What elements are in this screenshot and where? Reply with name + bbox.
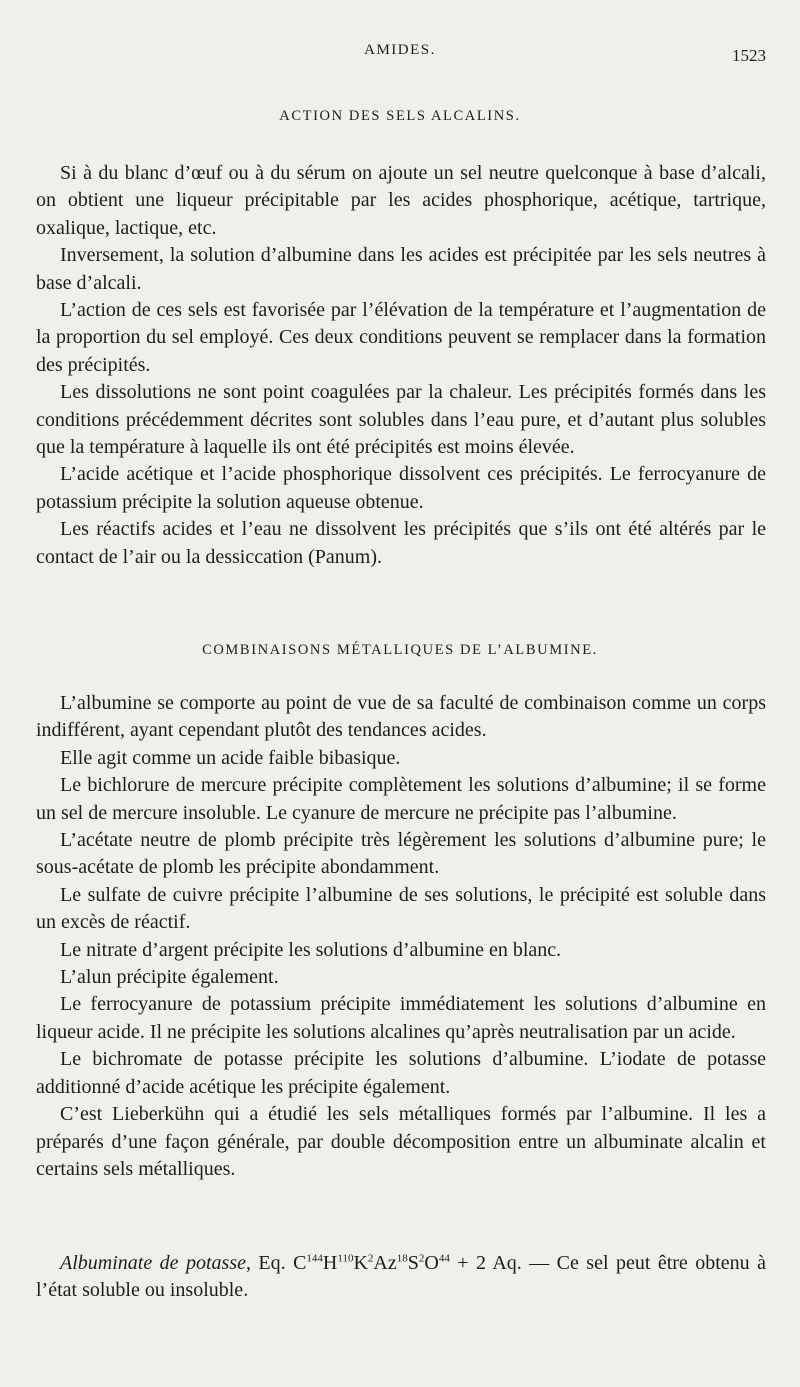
- page-number: 1523: [732, 46, 766, 65]
- albuminate-paragraph: [36, 1250, 766, 1305]
- paragraph: Inversement, la solution d’albumine dans les acides est précipitée par les sels neutres à base d’alcali.: [36, 244, 766, 294]
- paragraph: L’acide acétique et l’acide phosphorique dissolvent ces précipités. Le ferrocyanure de potassium précipite la solution aqueuse obtenue.: [36, 463, 766, 513]
- section-title-combinaisons-metalliques: COMBINAISONS MÉTALLIQUES DE L’ALBUMINE.: [202, 642, 598, 658]
- paragraph: Le bichromate de potasse précipite les solutions d’albumine. L’iodate de potasse additionné d’acide acétique les précipite également.: [36, 1048, 766, 1098]
- albuminate-paragraph-block: [36, 1250, 766, 1305]
- paragraph: Les dissolutions ne sont point coagulées par la chaleur. Les précipités formés dans les conditions précédemment décrites sont solubles dans l’eau pure, et d’autant plus solubles que la température à laquelle ils ont été précipités est moins élevée.: [36, 381, 766, 459]
- paragraph: Le bichlorure de mercure précipite complètement les solutions d’albumine; il se forme un sel de mercure insoluble. Le cyanure de mercure ne précipite pas l’albumine.: [36, 774, 766, 824]
- formula-suffix: + 2 Aq. — Ce sel peut être obtenu à l’état soluble ou insoluble.: [36, 1252, 766, 1302]
- paragraph: L’action de ces sels est favorisée par l’élévation de la température et l’augmentation de la proportion du sel employé. Ces deux conditions peuvent se remplacer dans la formation des précipités.: [36, 299, 766, 376]
- running-head: [0, 38, 800, 68]
- section-body-combinaisons-metalliques: [36, 690, 766, 1183]
- paragraph: L’albumine se comporte au point de vue de sa faculté de combinaison comme un corps indifférent, ayant cependant plutôt des tendances acides.: [36, 692, 766, 742]
- paragraph: L’alun précipite également.: [60, 966, 279, 989]
- paragraph: L’acétate neutre de plomb précipite très légèrement les solutions d’albumine pure; le sous-acétate de plomb les précipite abondamment.: [36, 829, 766, 879]
- italic-lead: Albuminate de potasse: [60, 1252, 246, 1274]
- equation-prefix: , Eq.: [245, 1252, 294, 1274]
- paragraph: C’est Lieberkühn qui a étudié les sels métalliques formés par l’albumine. Il les a préparés d’une façon générale, par double décomposition entre un albuminate alcalin et certains sels métalliques.: [36, 1103, 766, 1180]
- paragraph: Le nitrate d’argent précipite les solutions d’albumine en blanc.: [60, 938, 562, 961]
- paragraph: Elle agit comme un acide faible bibasique.: [60, 746, 401, 769]
- section-body-sels-alcalins: [36, 160, 766, 571]
- section-title-sels-alcalins: ACTION DES SELS ALCALINS.: [279, 108, 521, 124]
- paragraph: Si à du blanc d’œuf ou à du sérum on ajoute un sel neutre quelconque à base d’alcali, on obtient une liqueur précipitable par les acides phosphorique, acétique, tartrique, oxalique, lactique, etc.: [36, 162, 766, 239]
- paragraph: Les réactifs acides et l’eau ne dissolvent les précipités que s’ils ont été altérés par le contact de l’air ou la dessiccation (Panum).: [36, 518, 766, 568]
- running-head-title: AMIDES.: [364, 42, 436, 58]
- chemical-formula: $C^{144}H^{110}K^2Az^{18}S^2O^{44}$: [293, 1252, 450, 1274]
- paragraph: Le sulfate de cuivre précipite l’albumine de ses solutions, le précipité est soluble dans un excès de réactif.: [36, 883, 766, 934]
- paragraph: Le ferrocyanure de potassium précipite immédiatement les solutions d’albumine en liqueur acide. Il ne précipite les solutions alcalines qu’après neutralisation par un acide.: [36, 993, 766, 1043]
